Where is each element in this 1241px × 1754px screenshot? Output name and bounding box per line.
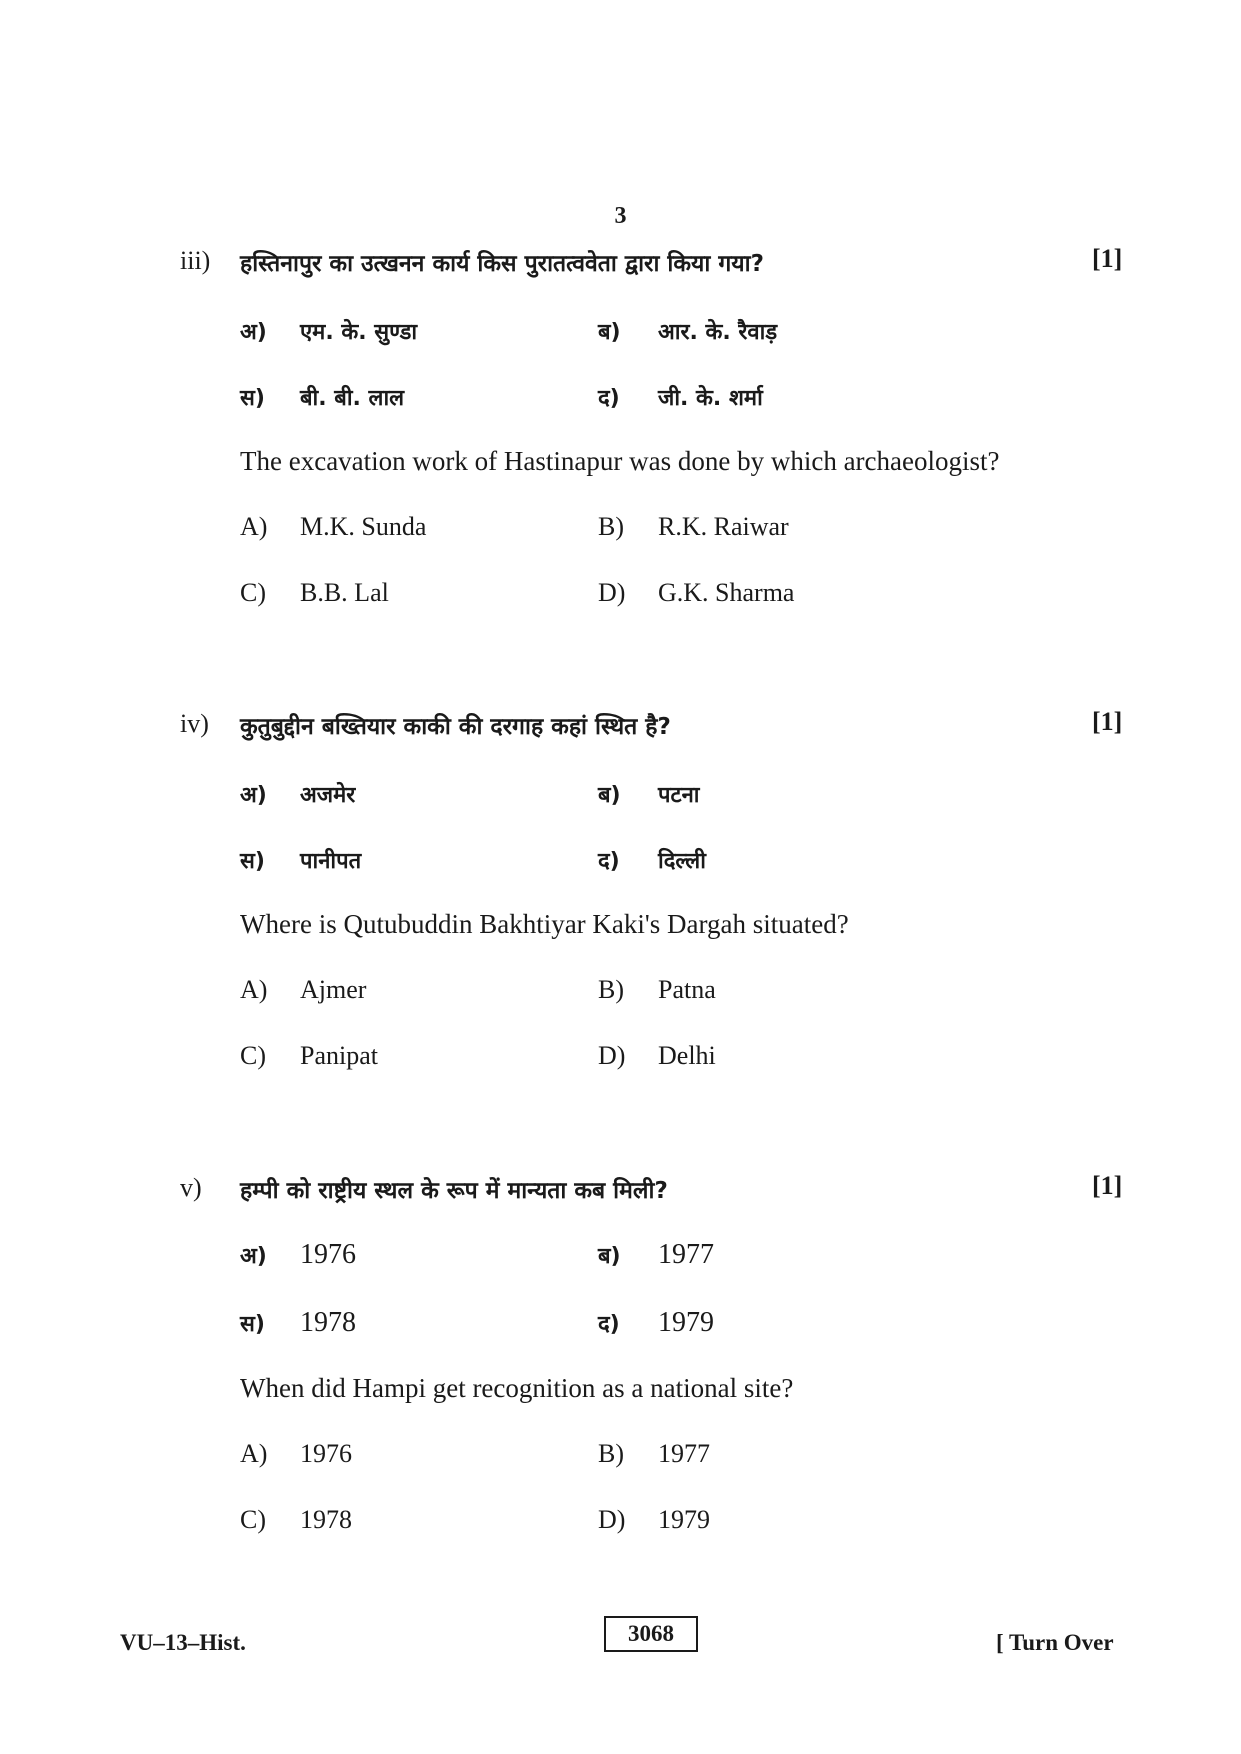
option-value: G.K. Sharma: [658, 578, 795, 607]
option-english-a: [240, 1439, 352, 1469]
option-label: C): [240, 1041, 266, 1070]
option-label: स): [240, 386, 265, 411]
option-label: C): [240, 1505, 266, 1534]
option-value: 1977: [658, 1239, 714, 1270]
marks: [1]: [1092, 1171, 1123, 1200]
option-english-d: [598, 578, 794, 608]
option-value: R.K. Raiwar: [658, 512, 789, 541]
option-hindi-b: [598, 779, 700, 809]
option-value: पटना: [658, 783, 700, 808]
footer-paper-code: VU–13–Hist.: [120, 1630, 246, 1655]
option-label: B): [598, 1439, 624, 1468]
option-english-d: [598, 1505, 710, 1535]
page-number: 3: [614, 203, 627, 229]
question-number: iv): [180, 709, 209, 738]
question-text-hindi: कुतुबुद्दीन बख्तियार काकी की दरगाह कहां स्थित है?: [240, 714, 671, 740]
option-label: D): [598, 578, 626, 607]
option-label: ब): [598, 320, 621, 345]
option-english-c: [240, 1041, 378, 1071]
option-label: ब): [598, 783, 621, 808]
option-label: D): [598, 1505, 626, 1534]
option-hindi-a: [240, 1239, 356, 1271]
option-value: 1976: [300, 1239, 356, 1270]
option-label: द): [598, 849, 620, 874]
option-value: 1977: [658, 1439, 710, 1468]
option-hindi-b: [598, 316, 777, 346]
option-label: अ): [240, 783, 267, 808]
option-value: 1978: [300, 1505, 352, 1534]
option-value: Ajmer: [300, 975, 367, 1004]
question-v: [0, 1173, 1241, 1633]
question-text-hindi: हस्तिनापुर का उत्खनन कार्य किस पुरातत्ववेता द्वारा किया गया?: [240, 251, 764, 277]
option-label: स): [240, 1312, 265, 1337]
option-hindi-a: [240, 779, 355, 809]
option-value: अजमेर: [300, 783, 356, 808]
footer-page-code-box: 3068: [604, 1616, 698, 1652]
option-value: 1978: [300, 1307, 356, 1338]
option-value: M.K. Sunda: [300, 512, 427, 541]
option-hindi-b: [598, 1239, 714, 1271]
question-iii: [0, 246, 1241, 706]
option-hindi-d: [598, 1307, 714, 1339]
question-iv: [0, 709, 1241, 1169]
option-value: Panipat: [300, 1041, 378, 1070]
option-english-a: [240, 975, 366, 1005]
marks: [1]: [1092, 244, 1123, 273]
option-label: D): [598, 1041, 626, 1070]
question-text-english: Where is Qutubuddin Bakhtiyar Kaki's Dargah situated?: [240, 909, 849, 939]
option-value: 1976: [300, 1439, 352, 1468]
option-english-d: [598, 1041, 716, 1071]
option-english-b: [598, 975, 716, 1005]
option-value: दिल्ली: [658, 849, 706, 874]
question-text-english: When did Hampi get recognition as a national site?: [240, 1373, 794, 1403]
option-value: B.B. Lal: [300, 578, 389, 607]
question-number: iii): [180, 246, 211, 275]
option-english-a: [240, 512, 426, 542]
option-hindi-c: [240, 1307, 356, 1339]
option-label: B): [598, 512, 624, 541]
option-hindi-d: [598, 845, 706, 875]
option-english-c: [240, 578, 389, 608]
option-value: जी. के. शर्मा: [658, 386, 763, 411]
option-value: 1979: [658, 1307, 714, 1338]
option-label: अ): [240, 320, 267, 345]
option-english-b: [598, 512, 789, 542]
option-english-c: [240, 1505, 352, 1535]
marks: [1]: [1092, 707, 1123, 736]
question-text-english: The excavation work of Hastinapur was done by which archaeologist?: [240, 446, 1000, 476]
option-label: C): [240, 578, 266, 607]
option-hindi-d: [598, 382, 763, 412]
option-value: बी. बी. लाल: [300, 386, 405, 411]
option-hindi-a: [240, 316, 417, 346]
footer-turn-over: [ Turn Over: [996, 1630, 1114, 1655]
option-label: A): [240, 512, 268, 541]
option-label: B): [598, 975, 624, 1004]
option-value: Delhi: [658, 1041, 716, 1070]
question-number: v): [180, 1173, 202, 1202]
option-label: स): [240, 849, 265, 874]
question-text-hindi: हम्पी को राष्ट्रीय स्थल के रूप में मान्यता कब मिली?: [240, 1178, 668, 1204]
option-value: पानीपत: [300, 849, 362, 874]
option-label: द): [598, 386, 620, 411]
option-label: A): [240, 1439, 268, 1468]
option-label: ब): [598, 1244, 621, 1269]
option-english-b: [598, 1439, 710, 1469]
option-value: आर. के. रैवाड़: [658, 320, 778, 345]
option-value: एम. के. सुण्डा: [300, 320, 418, 345]
option-hindi-c: [240, 382, 404, 412]
option-label: द): [598, 1312, 620, 1337]
option-label: अ): [240, 1244, 267, 1269]
option-label: A): [240, 975, 268, 1004]
option-value: Patna: [658, 975, 716, 1004]
option-hindi-c: [240, 845, 361, 875]
option-value: 1979: [658, 1505, 710, 1534]
